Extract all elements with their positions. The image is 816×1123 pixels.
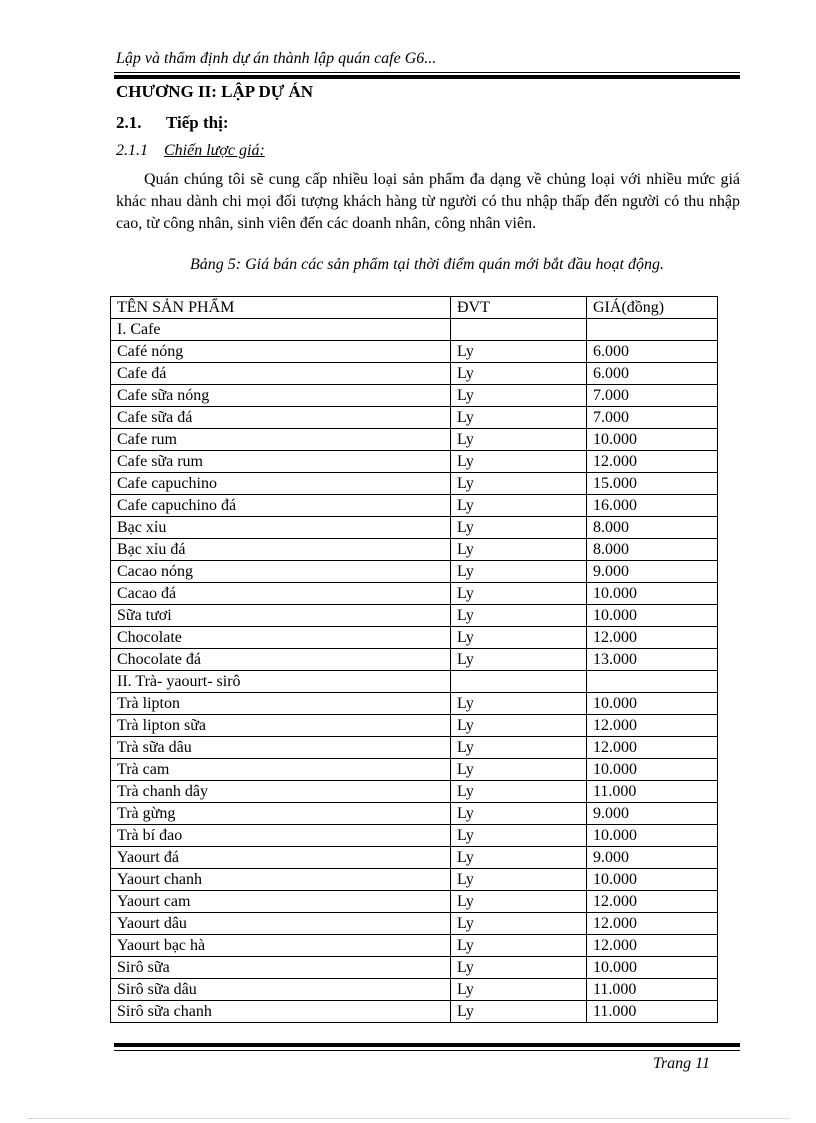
- cell-product: Cacao nóng: [111, 561, 451, 583]
- cell-unit: Ly: [451, 737, 587, 759]
- cell-unit: Ly: [451, 979, 587, 1001]
- cell-price: 12.000: [587, 737, 718, 759]
- cell-price: 10.000: [587, 583, 718, 605]
- table-row: [111, 935, 718, 957]
- table-row: [111, 737, 718, 759]
- cell-price: 10.000: [587, 825, 718, 847]
- cell-product: II. Trà- yaourt- sirô: [111, 671, 451, 693]
- cell-product: Chocolate đá: [111, 649, 451, 671]
- cell-price: 9.000: [587, 803, 718, 825]
- table-row: [111, 693, 718, 715]
- cell-price: 7.000: [587, 407, 718, 429]
- cell-price: 12.000: [587, 451, 718, 473]
- table-row: [111, 495, 718, 517]
- section-number: 2.1.: [116, 113, 142, 132]
- cell-price: 6.000: [587, 363, 718, 385]
- table-row: [111, 847, 718, 869]
- cell-unit: Ly: [451, 825, 587, 847]
- cell-price: [587, 319, 718, 341]
- cell-unit: Ly: [451, 605, 587, 627]
- cell-price: 8.000: [587, 517, 718, 539]
- cell-unit: Ly: [451, 627, 587, 649]
- cell-product: Cafe sữa đá: [111, 407, 451, 429]
- table-row: [111, 759, 718, 781]
- table-row: [111, 583, 718, 605]
- cell-price: 15.000: [587, 473, 718, 495]
- cell-unit: Ly: [451, 715, 587, 737]
- cell-price: 10.000: [587, 693, 718, 715]
- table-row: [111, 957, 718, 979]
- cell-product: Chocolate: [111, 627, 451, 649]
- cell-price: 12.000: [587, 935, 718, 957]
- header-rule-thin: [114, 72, 740, 73]
- header-cell-unit: ĐVT: [451, 297, 587, 319]
- cell-product: Yaourt dâu: [111, 913, 451, 935]
- cell-price: 12.000: [587, 891, 718, 913]
- table-row: [111, 627, 718, 649]
- cell-product: Trà sữa dâu: [111, 737, 451, 759]
- cell-product: Trà lipton: [111, 693, 451, 715]
- table-row: [111, 869, 718, 891]
- cell-product: Yaourt bạc hà: [111, 935, 451, 957]
- page-edge: [28, 1118, 788, 1119]
- cell-price: 12.000: [587, 627, 718, 649]
- table-row: [111, 781, 718, 803]
- table-header-row: [111, 297, 718, 319]
- cell-unit: Ly: [451, 341, 587, 363]
- cell-price: 9.000: [587, 561, 718, 583]
- header-cell-price: GIÁ(đồng): [587, 297, 718, 319]
- cell-unit: Ly: [451, 847, 587, 869]
- table-row: [111, 649, 718, 671]
- cell-unit: Ly: [451, 693, 587, 715]
- cell-price: 13.000: [587, 649, 718, 671]
- table-row: [111, 605, 718, 627]
- cell-price: 10.000: [587, 957, 718, 979]
- cell-unit: Ly: [451, 561, 587, 583]
- cell-product: Trà chanh dây: [111, 781, 451, 803]
- cell-unit: Ly: [451, 869, 587, 891]
- cell-product: Yaourt cam: [111, 891, 451, 913]
- cell-price: 7.000: [587, 385, 718, 407]
- table-row: [111, 451, 718, 473]
- cell-price: 12.000: [587, 715, 718, 737]
- cell-product: Cafe capuchino: [111, 473, 451, 495]
- cell-price: 10.000: [587, 605, 718, 627]
- cell-unit: Ly: [451, 803, 587, 825]
- header-rule-thick: [114, 75, 740, 79]
- cell-price: [587, 671, 718, 693]
- cell-unit: Ly: [451, 891, 587, 913]
- table-row: [111, 979, 718, 1001]
- price-table: [110, 296, 718, 1023]
- table-row: [111, 671, 718, 693]
- cell-price: 10.000: [587, 759, 718, 781]
- cell-product: Cacao đá: [111, 583, 451, 605]
- cell-product: Cafe rum: [111, 429, 451, 451]
- table-row: [111, 319, 718, 341]
- cell-product: Cafe sữa rum: [111, 451, 451, 473]
- subsection-title: Chiến lược giá:: [164, 142, 265, 159]
- cell-unit: [451, 319, 587, 341]
- table-row: [111, 825, 718, 847]
- footer-rule-thick: [114, 1043, 740, 1047]
- cell-product: Trà gừng: [111, 803, 451, 825]
- cell-product: Cafe sữa nóng: [111, 385, 451, 407]
- cell-unit: Ly: [451, 363, 587, 385]
- table-row: [111, 341, 718, 363]
- cell-price: 12.000: [587, 913, 718, 935]
- table-row: [111, 891, 718, 913]
- cell-price: 16.000: [587, 495, 718, 517]
- cell-product: Trà cam: [111, 759, 451, 781]
- cell-product: Trà bí đao: [111, 825, 451, 847]
- table-row: [111, 913, 718, 935]
- cell-unit: Ly: [451, 539, 587, 561]
- cell-unit: Ly: [451, 385, 587, 407]
- section-heading: [116, 113, 229, 133]
- cell-price: 6.000: [587, 341, 718, 363]
- cell-price: 9.000: [587, 847, 718, 869]
- page-number: Trang 11: [652, 1055, 710, 1072]
- subsection-number: 2.1.1: [116, 142, 148, 159]
- cell-price: 10.000: [587, 429, 718, 451]
- table-row: [111, 429, 718, 451]
- body-paragraph: Quán chúng tôi sẽ cung cấp nhiều loại sản phẩm đa dạng về chủng loại với nhiều mức giá khác nhau dành chi mọi đối tượng khách hàng từ người có thu nhập thấp đến người có thu nhập cao, từ công nhân, sinh viên đến các doanh nhân, công nhân viên.: [116, 171, 740, 232]
- table-row: [111, 517, 718, 539]
- cell-unit: Ly: [451, 1001, 587, 1023]
- cell-product: Yaourt đá: [111, 847, 451, 869]
- table-row: [111, 1001, 718, 1023]
- cell-product: Sirô sữa dâu: [111, 979, 451, 1001]
- cell-unit: Ly: [451, 913, 587, 935]
- cell-price: 11.000: [587, 1001, 718, 1023]
- cell-product: Sirô sữa: [111, 957, 451, 979]
- cell-unit: [451, 671, 587, 693]
- cell-price: 10.000: [587, 869, 718, 891]
- cell-price: 8.000: [587, 539, 718, 561]
- cell-product: I. Cafe: [111, 319, 451, 341]
- subsection-heading: [116, 142, 265, 160]
- cell-unit: Ly: [451, 935, 587, 957]
- cell-unit: Ly: [451, 407, 587, 429]
- cell-product: Yaourt chanh: [111, 869, 451, 891]
- table-row: [111, 561, 718, 583]
- table-row: [111, 363, 718, 385]
- cell-unit: Ly: [451, 517, 587, 539]
- cell-unit: Ly: [451, 649, 587, 671]
- cell-product: Bạc xỉu: [111, 517, 451, 539]
- cell-unit: Ly: [451, 429, 587, 451]
- running-header: Lập và thẩm định dự án thành lập quán cafe G6...: [116, 50, 437, 67]
- cell-price: 11.000: [587, 979, 718, 1001]
- table-row: [111, 385, 718, 407]
- cell-unit: Ly: [451, 759, 587, 781]
- cell-unit: Ly: [451, 957, 587, 979]
- table-row: [111, 803, 718, 825]
- chapter-heading: CHƯƠNG II: LẬP DỰ ÁN: [116, 82, 314, 101]
- cell-product: Bạc xỉu đá: [111, 539, 451, 561]
- cell-product: Café nóng: [111, 341, 451, 363]
- cell-product: Cafe đá: [111, 363, 451, 385]
- footer-rule-thin: [114, 1050, 740, 1051]
- cell-product: Trà lipton sữa: [111, 715, 451, 737]
- cell-unit: Ly: [451, 451, 587, 473]
- cell-unit: Ly: [451, 583, 587, 605]
- cell-product: Sirô sữa chanh: [111, 1001, 451, 1023]
- table-caption: Bảng 5: Giá bán các sản phẩm tại thời điểm quán mới bắt đầu hoạt động.: [190, 256, 664, 273]
- cell-price: 11.000: [587, 781, 718, 803]
- table-row: [111, 539, 718, 561]
- cell-unit: Ly: [451, 495, 587, 517]
- cell-unit: Ly: [451, 781, 587, 803]
- table-row: [111, 473, 718, 495]
- table-row: [111, 715, 718, 737]
- header-cell-product: TÊN SẢN PHẨM: [111, 297, 451, 319]
- cell-unit: Ly: [451, 473, 587, 495]
- table-row: [111, 407, 718, 429]
- cell-product: Sữa tươi: [111, 605, 451, 627]
- section-title: Tiếp thị:: [166, 113, 229, 132]
- cell-product: Cafe capuchino đá: [111, 495, 451, 517]
